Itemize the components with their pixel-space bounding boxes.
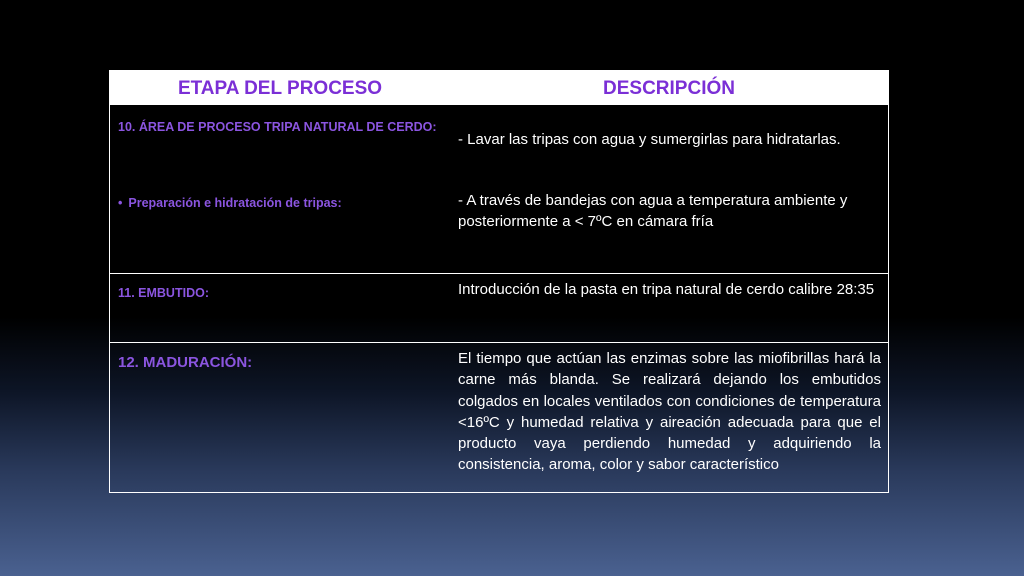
stage-11-description: Introducción de la pasta en tripa natural de cerdo calibre 28:35: [458, 281, 875, 298]
bullet-icon: •: [118, 196, 123, 210]
stage-10-description-2: - A través de bandejas con agua a temperatura ambiente y posteriormente a < 7ºC en cámara fría: [458, 192, 848, 230]
stage-10-substage: [118, 194, 342, 212]
table-row: [110, 105, 888, 273]
stage-10-label: 10. ÁREA DE PROCESO TRIPA NATURAL DE CERDO:: [118, 120, 437, 134]
stage-10-description-1: - Lavar las tripas con agua y sumergirlas para hidratarlas.: [458, 131, 841, 148]
header-description: DESCRIPCIÓN: [603, 78, 735, 99]
stage-12-description: El tiempo que actúan las enzimas sobre las miofibrillas hará la carne más blanda. Se realizará dejando los embutidos colgados en locales ventilados con condiciones de temperatura <16ºC y humedad relativa y aireación adecuada para que el producto vaya perdiendo humedad y adquiriendo la consistencia, aroma, color y sabor característico: [458, 350, 881, 474]
header-stage: ETAPA DEL PROCESO: [177, 78, 383, 99]
stage-12-label: 12. MADURACIÓN:: [118, 354, 253, 371]
stage-11-label: 11. EMBUTIDO:: [118, 286, 209, 300]
stage-10-substage-text: Preparación e hidratación de tripas:: [128, 196, 342, 210]
table-header-row: [110, 71, 888, 105]
process-table: [109, 70, 889, 493]
table-row: [110, 342, 888, 493]
table-row: [110, 273, 888, 343]
